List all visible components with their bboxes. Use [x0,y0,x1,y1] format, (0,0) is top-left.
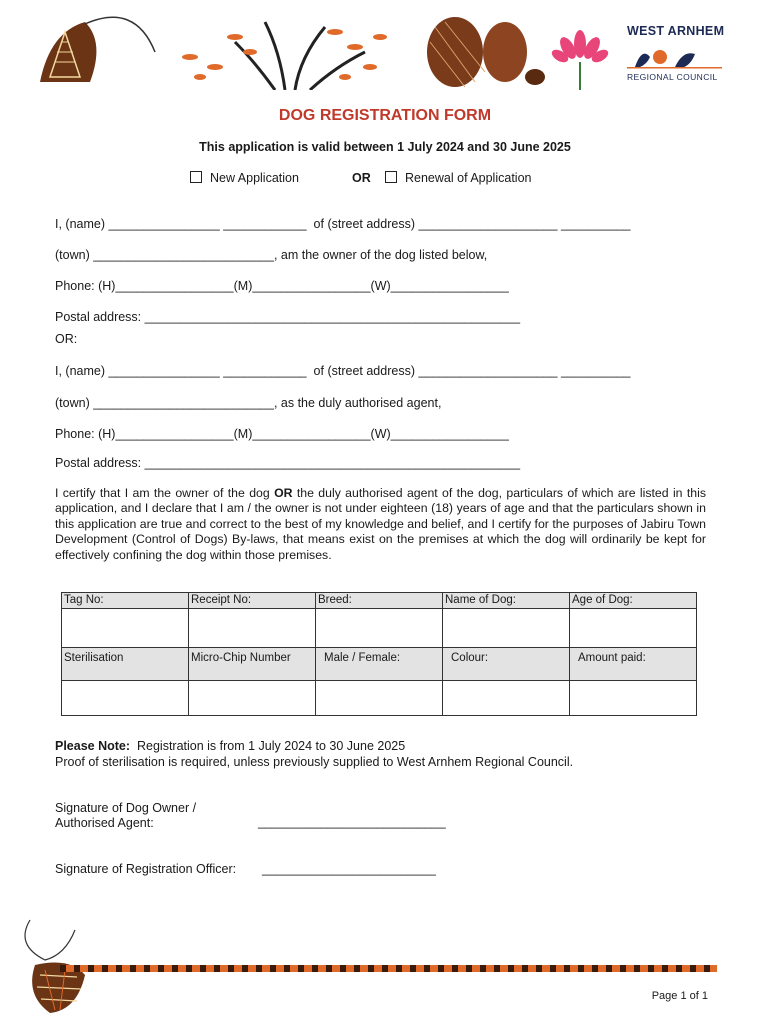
header-banner [35,12,735,90]
agent-phone-field[interactable]: Phone: (H)_________________(M)_________________(W)_________________ [55,427,509,441]
owner-signature-label: Signature of Dog Owner / Authorised Agent: [55,801,197,830]
or-label: OR [352,171,371,185]
validity-subtitle: This application is valid between 1 July 2024 and 30 June 2025 [199,140,571,154]
new-application-option[interactable] [190,171,299,185]
table-header-row [62,648,697,681]
or-separator: OR: [55,332,78,346]
footer-decorative-band [60,965,717,972]
note-label: Please Note: [55,739,131,753]
amount-paid-cell[interactable] [570,681,697,716]
receipt-no-cell[interactable] [189,609,316,648]
owner-town-field[interactable]: (town) __________________________, am the owner of the dog listed below, [55,248,488,262]
owner-postal-field[interactable]: Postal address: ______________________________________________________ [55,310,521,324]
note-line1: Registration is from 1 July 2024 to 30 June 2025 [136,739,406,753]
sterilisation-cell[interactable] [62,681,189,716]
dog-age-cell[interactable] [570,609,697,648]
dog-age-header: Age of Dog: [570,593,697,609]
owner-signature-field[interactable]: ___________________________ [258,815,446,829]
officer-signature-field[interactable]: _________________________ [262,862,436,876]
owner-name-address-field[interactable]: I, (name) ________________ ____________ of (street address) ____________________ __________ [55,217,631,231]
amount-paid-header: Amount paid: [570,648,697,681]
dog-details-table [61,592,697,716]
table-header-row [62,593,697,609]
renewal-application-label: Renewal of Application [405,171,532,185]
lotus-flower-art [550,30,611,65]
table-row [62,609,697,648]
microchip-cell[interactable] [189,681,316,716]
colour-header: Colour: [443,648,570,681]
certification-or: OR [274,486,293,500]
sex-header: Male / Female: [316,648,443,681]
note-line2: Proof of sterilisation is required, unless previously supplied to West Arnhem Regional Council. [55,755,574,769]
dog-name-cell[interactable] [443,609,570,648]
council-logo-mark [627,50,722,69]
page-number: Page 1 of 1 [651,990,708,1002]
owner-phone-field[interactable]: Phone: (H)_________________(M)_________________(W)_________________ [55,279,509,293]
sterilisation-header: Sterilisation [62,648,189,681]
new-application-checkbox[interactable] [190,171,202,183]
agent-postal-field[interactable]: Postal address: ______________________________________________________ [55,456,521,470]
sex-cell[interactable] [316,681,443,716]
agent-name-address-field[interactable]: I, (name) ________________ ____________ of (street address) ____________________ __________ [55,364,631,378]
renewal-application-option[interactable] [385,171,531,185]
council-name: WEST ARNHEM [627,24,725,38]
colour-cell[interactable] [443,681,570,716]
agent-town-field[interactable]: (town) __________________________, as the duly authorised agent, [55,396,442,410]
certification-paragraph: I certify that I am the owner of the dog OR the duly authorised agent of the dog, particulars of which are listed in this application, and I declare that I am / the owner is not under eighteen (18) years of age and that the particulars shown in this application are true and correct to the best of my knowledge and belief, and I certify for the purposes of Jabiru Town Development (Control of Dogs) By-laws, that means exist on the premises at which the dog will ordinarily be kept for effectively confining the dog within those premises. [55,486,706,562]
microchip-header: Micro-Chip Number [189,648,316,681]
tag-no-header: Tag No: [62,593,189,609]
officer-signature-label: Signature of Registration Officer: [55,862,237,876]
breed-header: Breed: [316,593,443,609]
registration-note [55,738,573,770]
tag-no-cell[interactable] [62,609,189,648]
breed-cell[interactable] [316,609,443,648]
form-title: DOG REGISTRATION FORM [278,107,492,124]
receipt-no-header: Receipt No: [189,593,316,609]
council-subname: REGIONAL COUNCIL [627,72,718,82]
renewal-application-checkbox[interactable] [385,171,397,183]
leaves-art [182,29,387,80]
table-row [62,681,697,716]
new-application-label: New Application [210,171,299,185]
dog-name-header: Name of Dog: [443,593,570,609]
